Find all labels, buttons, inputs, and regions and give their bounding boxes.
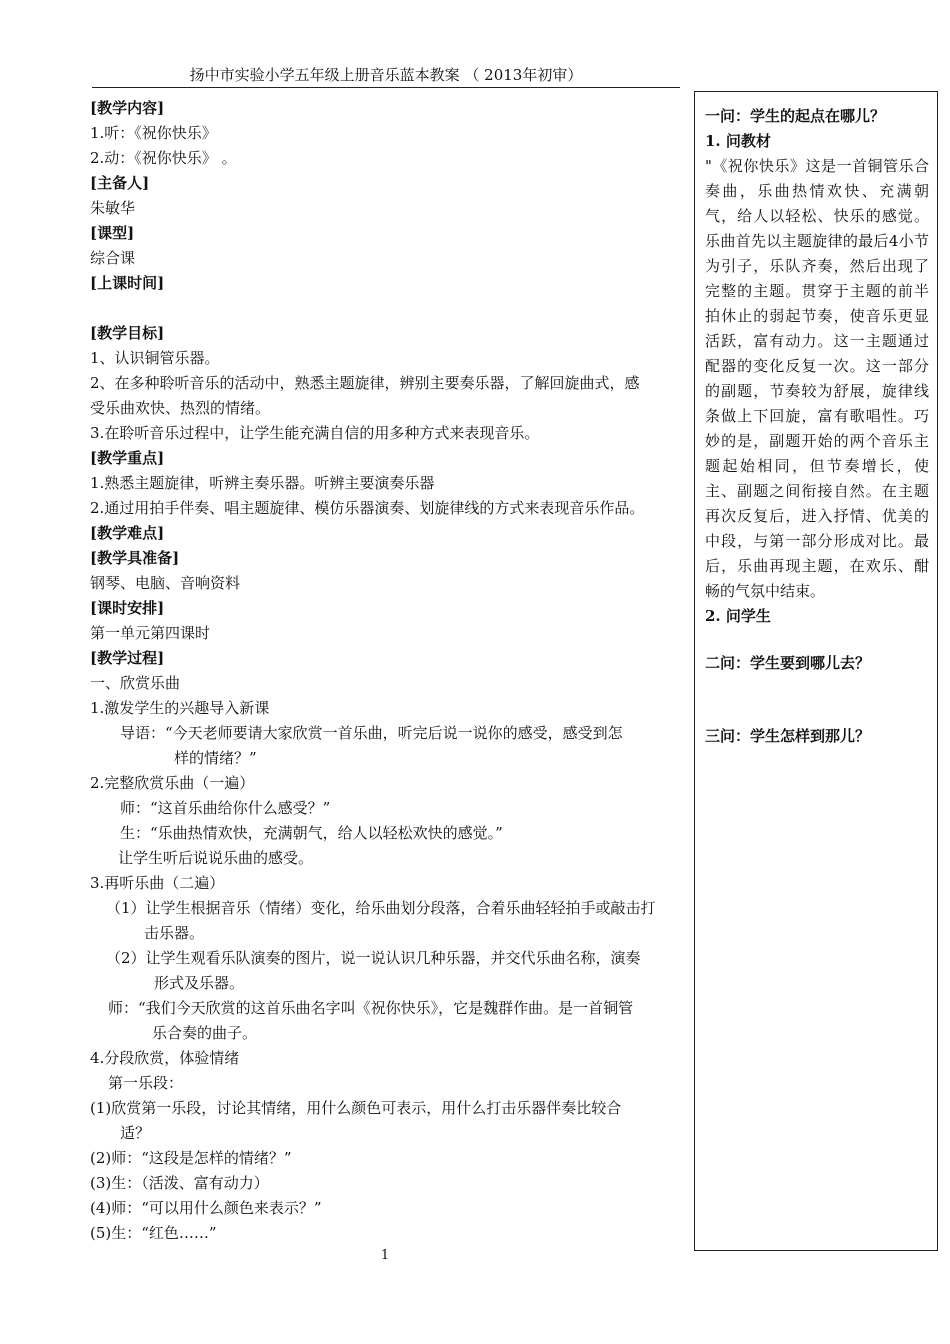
process-line: 样的情绪？” [174,749,257,767]
process-line: 乐合奏的曲子。 [152,1024,258,1042]
tools-list: 钢琴、电脑、音响资料 [90,574,241,592]
section-title-class-time: [上课时间] [90,274,165,292]
page-header: 扬中市实验小学五年级上册音乐蓝本教案 （ 2013年初审） [92,64,680,88]
section-title-schedule: [课时安排] [90,599,165,617]
key-point: 2.通过用拍手伴奏、唱主题旋律、模仿乐器演奏、划旋律线的方式来表现音乐作品。 [90,499,645,517]
key-point: 1.熟悉主题旋律，听辨主奏乐器。听辨主要演奏乐器 [90,474,435,492]
blank-line [90,296,690,321]
side-question-3: 三问：学生怎样到那儿？ [705,727,871,745]
page-number: 1 [380,1248,390,1263]
side-question-1: 一问：学生的起点在哪儿？ [705,107,886,125]
process-line: (4)师：“可以用什么颜色来表示？” [90,1199,322,1217]
preparer-name: 朱敏华 [90,199,136,217]
side-subheading-students: 2. 问学生 [705,607,771,625]
section-title-key-points: [教学重点] [90,449,165,467]
blank-line [705,629,929,651]
section-title-preparer: [主备人] [90,174,150,192]
process-line: 师：“这首乐曲给你什么感受？” [120,799,331,817]
process-line: 生：“乐曲热情欢快，充满朝气，给人以轻松欢快的感觉。” [120,824,503,842]
side-analysis-text: "《祝你快乐》这是一首铜管乐合奏曲，乐曲热情欢快、充满朝气，给人以轻松、快乐的感觉。乐曲首先以主题旋律的最后4小节为引子，乐队齐奏，然后出现了完整的主题。贯穿于主题的前半拍休止的弱起节奏，使音乐更显活跃，富有动力。这一主题通过配器的变化反复一次。这一部分的副题，节奏较为舒展，旋律线条做上下回旋，富有歌唱性。巧妙的是，副题开始的两个音乐主题起始相同，但节奏增长，使主、副题之间衔接自然。在主题再次反复后，进入抒情、优美的中段，与第一部分形成对比。最后，乐曲再现主题，在欢乐、酣畅的气氛中结束。 [705,157,929,600]
process-line: 第一乐段： [108,1074,184,1092]
goal-item-cont: 受乐曲欢快、热烈的情绪。 [90,399,271,417]
side-note-box [694,91,938,1251]
process-line: 让学生听后说说乐曲的感受。 [118,849,314,867]
section-title-content: [教学内容] [90,99,165,117]
section-title-goals: [教学目标] [90,324,165,342]
section-title-lesson-type: [课型] [90,224,135,242]
section-title-tools: [教学具准备] [90,549,180,567]
process-line: 一、欣赏乐曲 [90,674,181,692]
process-line: 导语：“今天老师要请大家欣赏一首乐曲，听完后说一说你的感受，感受到怎 [120,724,623,742]
section-title-difficulty: [教学难点] [90,524,165,542]
process-line: (5)生：“红色……” [90,1224,217,1242]
blank-line [705,676,929,724]
process-line: (2)师：“这段是怎样的情绪？” [90,1149,292,1167]
side-question-2: 二问：学生要到哪儿去？ [705,654,871,672]
process-line: 3.再听乐曲（二遍） [90,874,225,892]
process-line: 2.完整欣赏乐曲（一遍） [90,774,255,792]
process-line: 形式及乐器。 [154,974,245,992]
process-line: 适？ [120,1124,151,1142]
process-line: （1）让学生根据音乐（情绪）变化，给乐曲划分段落，合着乐曲轻轻拍手或敲击打 [106,899,656,917]
process-line: (1)欣赏第一乐段，讨论其情绪，用什么颜色可表示，用什么打击乐器伴奏比较合 [90,1099,622,1117]
process-line: 师：“我们今天欣赏的这首乐曲名字叫《祝你快乐》，它是魏群作曲。是一首铜管 [108,999,634,1017]
goal-item: 2、在多种聆听音乐的活动中，熟悉主题旋律，辨别主要奏乐器，了解回旋曲式，感 [90,374,640,392]
content-item: 1.听：《祝你快乐》 [90,124,217,142]
section-title-process: [教学过程] [90,649,165,667]
process-line: 1.激发学生的兴趣导入新课 [90,699,270,717]
main-column [90,96,690,1246]
process-line: (3)生：（活泼、富有动力） [90,1174,269,1192]
schedule-text: 第一单元第四课时 [90,624,211,642]
process-line: （2）让学生观看乐队演奏的图片，说一说认识几种乐器，并交代乐曲名称，演奏 [106,949,641,967]
content-item: 2.动：《祝你快乐》 。 [90,149,237,167]
process-line: 4.分段欣赏，体验情绪 [90,1049,240,1067]
side-subheading-textbook: 1. 问教材 [705,132,771,150]
process-line: 击乐器。 [144,924,205,942]
goal-item: 1、认识铜管乐器。 [90,349,220,367]
goal-item: 3.在聆听音乐过程中，让学生能充满自信的用多种方式来表现音乐。 [90,424,540,442]
lesson-type: 综合课 [90,249,136,267]
